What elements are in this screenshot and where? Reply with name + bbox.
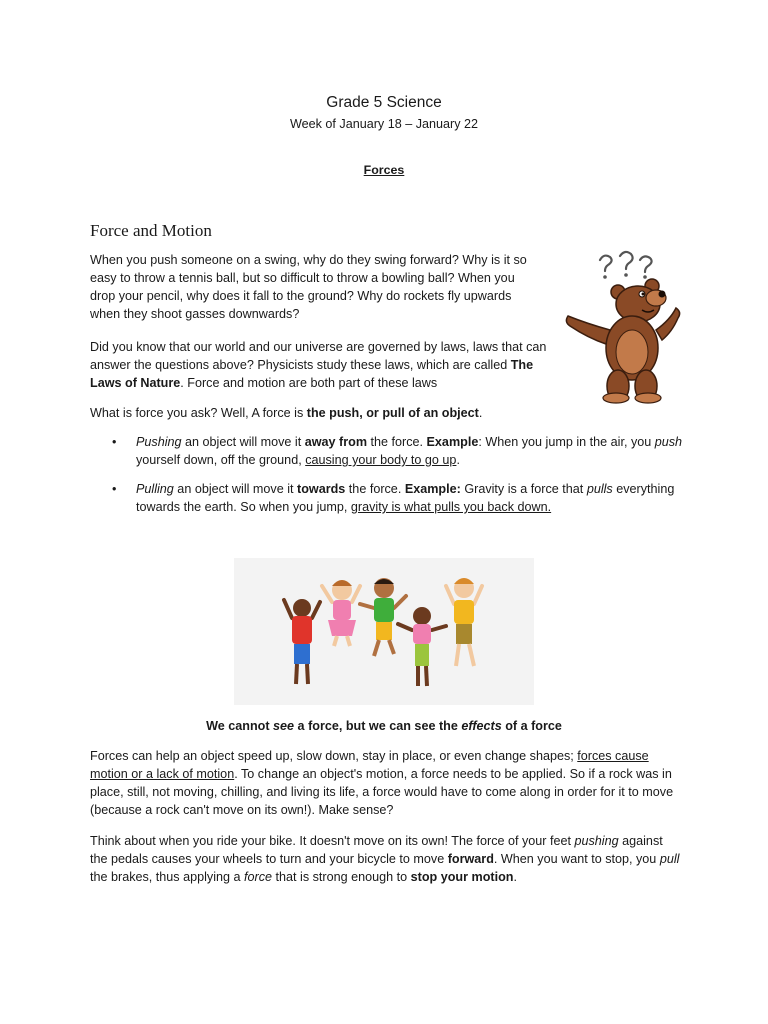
pulls-italic: pulls	[586, 482, 613, 496]
section-heading: Force and Motion	[90, 221, 212, 240]
bullet-text: the force.	[345, 482, 405, 496]
list-item	[90, 480, 690, 516]
forces-cause-motion-underline: forces cause motion or a lack of motion	[90, 749, 649, 781]
caption-see-italic: see	[273, 719, 295, 733]
pulling-italic: Pulling	[136, 482, 174, 496]
bullet-text: Gravity is a force that	[460, 482, 587, 496]
force-definition-paragraph	[90, 404, 690, 422]
force-italic: force	[244, 870, 273, 884]
laws-of-nature-bold: The Laws of Nature	[90, 358, 534, 390]
laws-text-end: . Force and motion are both part of these laws	[180, 376, 438, 390]
bullet-glyph: •	[112, 482, 117, 496]
definition-bold: the push, or pull of an object	[306, 406, 479, 420]
away-from-bold: away from	[304, 435, 368, 449]
forces-effect-paragraph	[90, 747, 680, 819]
forward-bold: forward	[447, 852, 494, 866]
body-go-up-underline: causing your body to go up	[305, 453, 457, 467]
paragraph-text: . To change an object's motion, a force needs to be applied. So if a rock was in place, still, not moving, chilling, and living its life, a force would have to come along in order for it to move (because a rock can't move on its own!). Make sense?	[90, 767, 674, 817]
bullet-text: the force.	[367, 435, 427, 449]
week-subtitle: Week of January 18 – January 22	[289, 117, 479, 131]
pushing-italic: pushing	[574, 834, 619, 848]
document-title: Grade 5 Science	[326, 94, 442, 111]
stop-motion-bold: stop your motion	[410, 870, 514, 884]
bullet-text: .	[456, 453, 460, 467]
paragraph-text: . When you want to stop, you	[493, 852, 660, 866]
paragraph-text: Think about when you ride your bike. It doesn't move on its own! The force of your feet	[90, 834, 575, 848]
confused-bear-illustration	[560, 248, 682, 404]
figure-caption	[0, 717, 768, 735]
example-bold: Example:	[404, 482, 461, 496]
bullet-text: an object will move it	[181, 435, 305, 449]
jumping-kids-illustration	[234, 558, 534, 705]
example-bold: Example	[426, 435, 479, 449]
definition-text: What is force you ask? Well, A force is	[90, 406, 307, 420]
list-item	[90, 433, 690, 469]
paragraph-text: .	[513, 870, 517, 884]
pushing-italic: Pushing	[136, 435, 182, 449]
bullet-glyph: •	[112, 435, 117, 449]
laws-text: Did you know that our world and our universe are governed by laws, laws that can answer the questions above? Physicists study these laws, which are called	[90, 340, 547, 372]
bullet-text: everything towards the earth. So when you jump,	[136, 482, 675, 514]
caption-text: We cannot	[206, 719, 274, 733]
topic-heading: Forces	[363, 163, 405, 177]
caption-text: a force, but we can see the	[294, 719, 462, 733]
towards-bold: towards	[297, 482, 346, 496]
bullet-text: yourself down, off the ground,	[136, 453, 306, 467]
question-mark-icon	[600, 252, 652, 272]
force-bullet-list	[90, 433, 690, 527]
caption-text: of a force	[501, 719, 562, 733]
gravity-underline: gravity is what pulls you back down.	[350, 500, 552, 514]
kids-drawing	[234, 558, 534, 705]
push-italic: push	[654, 435, 683, 449]
pull-italic: pull	[659, 852, 680, 866]
laws-paragraph	[90, 338, 560, 392]
bullet-text: an object will move it	[173, 482, 298, 496]
definition-end: .	[478, 406, 483, 420]
bullet-text: : When you jump in the air, you	[478, 435, 655, 449]
bike-paragraph	[90, 832, 680, 886]
intro-paragraph: When you push someone on a swing, why do they swing forward? Why is it so easy to throw a tennis ball, but so difficult to throw a bowling ball? When you drop your pencil, why does it fall to the ground? Why do rockets fly upwards when they shoot gasses downwards?	[90, 253, 527, 321]
paragraph-text: against the pedals causes your wheels to turn and your bicycle to move	[90, 834, 663, 866]
paragraph-text: that is strong enough to	[272, 870, 411, 884]
paragraph-text: Forces can help an object speed up, slow down, stay in place, or even change shapes;	[90, 749, 578, 763]
paragraph-text: the brakes, thus applying a	[90, 870, 245, 884]
caption-effects-italic: effects	[461, 719, 502, 733]
